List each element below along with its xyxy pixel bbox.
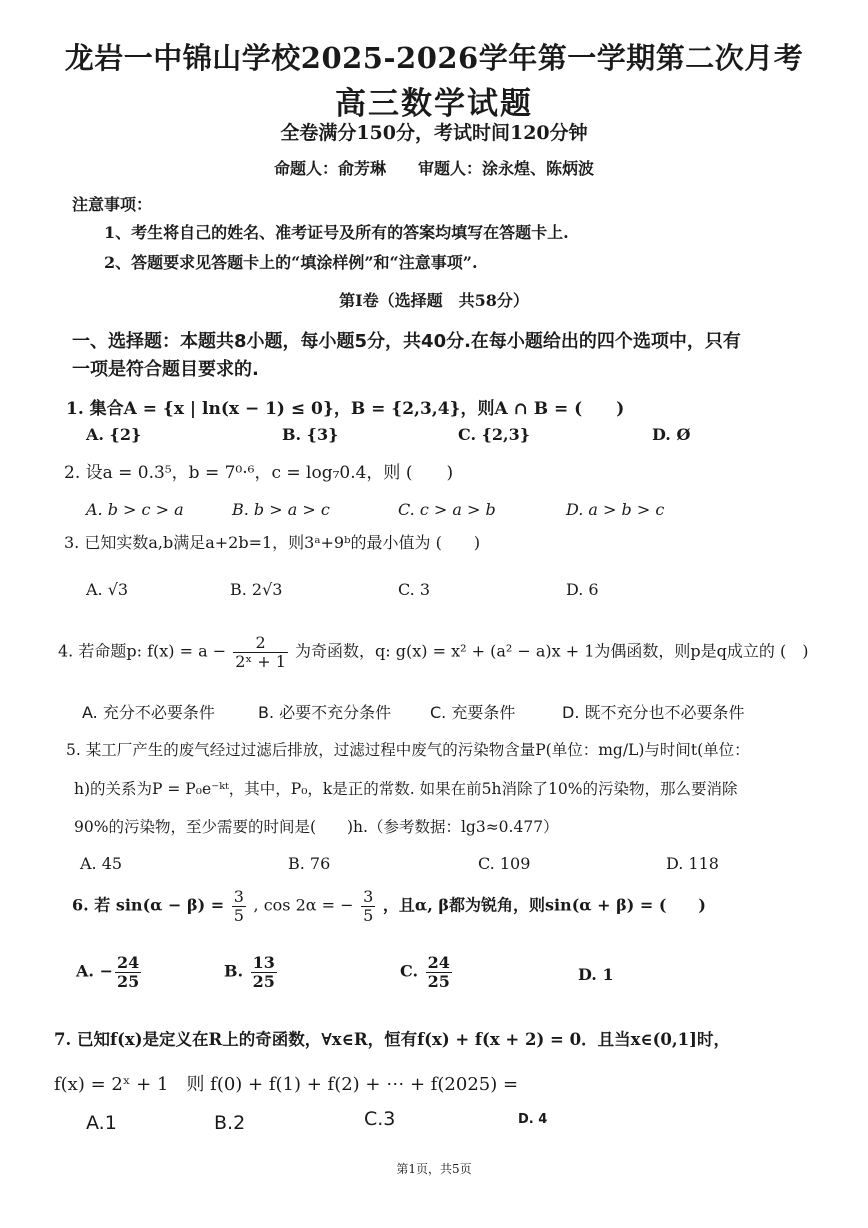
question-6-option-a-denominator: 25 — [116, 971, 140, 991]
question-2-option-c: C. c > a > b — [398, 500, 496, 519]
question-1-option-d: D. Ø — [652, 425, 691, 444]
question-4-option-b: B. 必要不充分条件 — [258, 703, 392, 722]
exam-authors: 命题人：俞芳琳 审题人：涂永煌、陈炳波 — [273, 159, 594, 178]
question-6-fraction-1-denominator: 5 — [233, 905, 244, 925]
question-6-option-a-fraction — [115, 954, 141, 990]
question-6-option-d-value: 1 — [602, 965, 614, 984]
question-6-fraction-2 — [361, 888, 375, 924]
question-6-option-c — [400, 954, 454, 990]
question-7-line1: 7. 已知f(x)是定义在R上的奇函数，∀x∈R，恒有f(x) + f(x + 2) = 0．且当x∈(0,1]时， — [54, 1030, 730, 1049]
question-3-option-d: D. 6 — [566, 580, 599, 599]
question-4-stem-post: 为奇函数，q: g(x) = x² + (a² − a)x + 1为偶函数，则p是q成立的 ( ) — [295, 641, 809, 661]
part1-heading: 第Ⅰ卷（选择题 共58分） — [339, 291, 529, 310]
question-5-option-a: A. 45 — [80, 854, 123, 873]
question-6-option-d — [578, 965, 614, 984]
question-3-stem: 3. 已知实数a,b满足a+2b=1，则3ᵃ+9ᵇ的最小值为 ( ) — [64, 533, 481, 552]
question-6-option-a-numerator: 24 — [116, 953, 140, 972]
note-item-1: 1、考生将自己的姓名、准考证号及所有的答案均填写在答题卡上. — [104, 223, 569, 242]
question-4-fraction — [233, 634, 288, 670]
question-6-option-b — [224, 954, 279, 990]
question-6-option-d-label: D. — [578, 965, 597, 984]
question-6-option-c-numerator: 24 — [427, 953, 450, 972]
question-4-option-d: D. 既不充分也不必要条件 — [562, 703, 745, 722]
page-footer: 第1页，共5页 — [396, 1162, 472, 1176]
question-6-option-c-label: C. — [400, 961, 419, 981]
exam-subject-title: 高三数学试题 — [335, 86, 533, 122]
question-1-option-c: C. {2,3} — [458, 425, 531, 444]
question-6-option-c-fraction — [426, 954, 452, 990]
question-5-option-d: D. 118 — [666, 854, 719, 873]
question-6-option-a-sign: − — [99, 961, 113, 981]
question-3-option-b: B. 2√3 — [230, 580, 283, 599]
section1-instructions-line1: 一、选择题：本题共8小题，每小题5分，共40分.在每小题给出的四个选项中，只有 — [72, 331, 741, 352]
question-7-line2: f(x) = 2ˣ + 1 则 f(0) + f(1) + f(2) + ⋯ + f(2025) = — [54, 1074, 519, 1095]
question-4-fraction-numerator: 2 — [233, 634, 288, 653]
question-2-option-d: D. a > b > c — [566, 500, 665, 519]
question-7-option-c: C.3 — [364, 1108, 396, 1130]
question-2-stem: 2. 设a = 0.3⁵，b = 7⁰·⁶，c = log₇0.4，则 ( ) — [64, 463, 454, 483]
question-2-option-b: B. b > a > c — [232, 500, 330, 519]
question-6-option-a-label: A. — [76, 961, 94, 981]
question-6-fraction-2-numerator: 3 — [363, 887, 374, 906]
question-6-option-a — [76, 954, 143, 990]
question-1-option-a: A. {2} — [86, 425, 142, 444]
question-6-stem-mid: , cos 2α = − — [253, 895, 354, 915]
question-6-option-b-fraction — [251, 954, 277, 990]
question-6-fraction-1 — [232, 888, 246, 924]
question-6-option-b-label: B. — [224, 961, 244, 981]
question-6-stem-pre: 6. 若 sin(α − β) = — [72, 895, 225, 915]
question-4-option-c: C. 充要条件 — [430, 703, 516, 722]
question-5-option-b: B. 76 — [288, 854, 331, 873]
exam-title: 龙岩一中锦山学校2025-2026学年第一学期第二次月考 — [64, 41, 804, 75]
question-6-fraction-1-numerator: 3 — [233, 887, 244, 906]
question-2-option-a: A. b > c > a — [86, 500, 184, 519]
question-3-option-c: C. 3 — [398, 580, 431, 599]
question-5-line1: 5. 某工厂产生的废气经过过滤后排放，过滤过程中废气的污染物含量P(单位：mg/L)与时间t(单位： — [66, 741, 750, 759]
section1-instructions-line2: 一项是符合题目要求的. — [72, 359, 259, 380]
question-7-option-a: A.1 — [86, 1112, 117, 1134]
question-6-stem — [72, 888, 706, 924]
question-4-stem-pre: 4. 若命题p: f(x) = a − — [58, 641, 227, 661]
question-4-stem — [58, 634, 809, 670]
question-4-option-a: A. 充分不必要条件 — [82, 703, 215, 722]
question-5-line3: 90%的污染物，至少需要的时间是( )h.（参考数据：lg3≈0.477） — [74, 818, 559, 836]
question-1-option-b: B. {3} — [282, 425, 339, 444]
question-6-fraction-2-denominator: 5 — [363, 905, 374, 925]
question-5-option-c: C. 109 — [478, 854, 531, 873]
notes-heading: 注意事项： — [72, 195, 153, 214]
question-6-stem-post: ，且α, β都为锐角，则sin(α + β) = ( ) — [382, 895, 707, 915]
question-5-line2: h)的关系为P = P₀e⁻ᵏᵗ，其中，P₀，k是正的常数. 如果在前5h消除了10%的污染物，那么要消除 — [74, 780, 738, 798]
question-6-option-b-denominator: 25 — [252, 971, 275, 991]
question-1-stem: 1. 集合A = {x | ln(x − 1) ≤ 0}，B = {2,3,4}，则A ∩ B = ( ) — [66, 399, 625, 419]
question-7-option-d: D. 4 — [518, 1112, 548, 1127]
question-7-option-b: B.2 — [214, 1112, 246, 1134]
exam-score-time: 全卷满分150分，考试时间120分钟 — [280, 122, 588, 144]
question-6-option-b-numerator: 13 — [252, 953, 275, 972]
note-item-2: 2、答题要求见答题卡上的“填涂样例”和“注意事项”. — [104, 253, 478, 272]
question-4-fraction-denominator: 2ˣ + 1 — [235, 651, 286, 671]
question-6-option-c-denominator: 25 — [427, 971, 450, 991]
question-3-option-a: A. √3 — [86, 580, 129, 599]
